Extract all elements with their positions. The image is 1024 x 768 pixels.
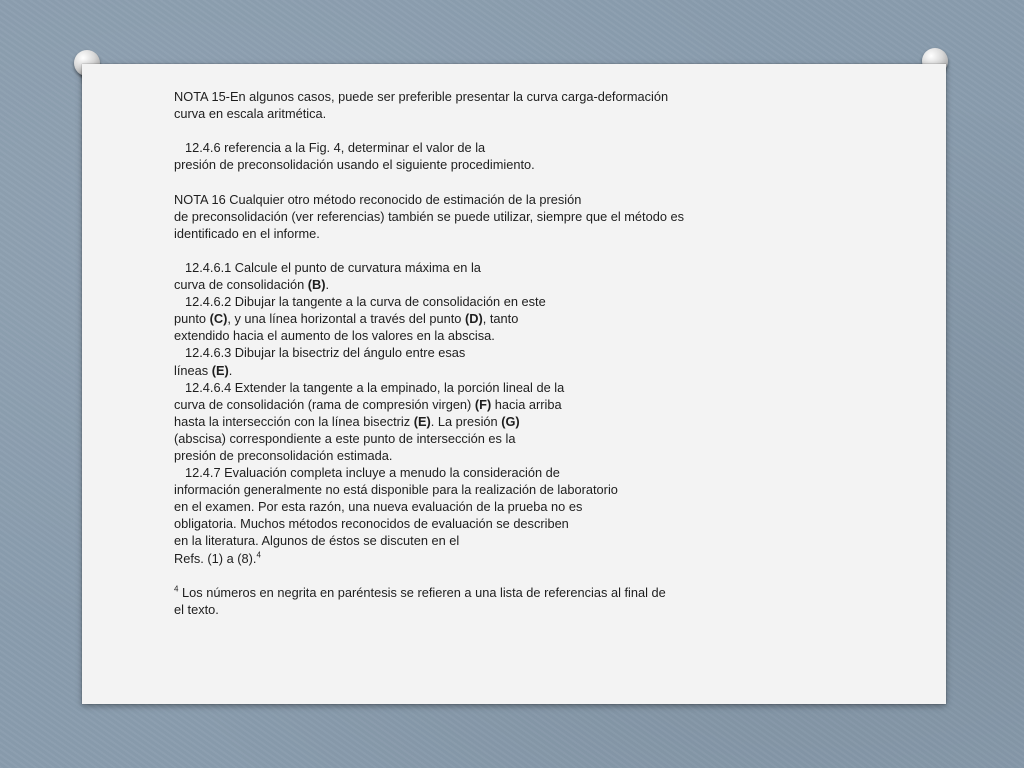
document-body	[174, 88, 734, 618]
text-run: , tanto	[482, 311, 519, 327]
figure-point-label: (D)	[464, 311, 483, 327]
paragraph-gap	[174, 122, 734, 139]
text-line	[174, 396, 734, 413]
text-run: curva de consolidación	[174, 277, 308, 293]
text-line: presión de preconsolidación estimada.	[174, 447, 393, 463]
text-line: en el examen. Por esta razón, una nueva evaluación de la prueba no es	[174, 499, 583, 515]
figure-point-label: (C)	[209, 311, 228, 327]
figure-point-label: (F)	[474, 396, 492, 412]
text-line: NOTA 15-En algunos casos, puede ser preferible presentar la curva carga-deformación	[174, 89, 669, 104]
section-12-4-6	[174, 139, 734, 173]
text-line	[174, 276, 734, 293]
footnote	[174, 584, 734, 618]
footnote-marker: 4	[174, 584, 179, 594]
text-line: obligatoria. Muchos métodos reconocidos de evaluación se describen	[174, 516, 569, 532]
text-run: hacia arriba	[491, 396, 562, 412]
text-run: Refs. (1) a (8).	[174, 550, 257, 566]
figure-point-label: (E)	[413, 413, 431, 429]
text-run: .	[325, 277, 330, 293]
text-line: 12.4.6 referencia a la Fig. 4, determinar el valor de la	[185, 140, 486, 156]
text-line	[174, 310, 734, 327]
nota-15	[174, 88, 734, 122]
section-12-4-6-3	[174, 344, 734, 378]
text-line: información generalmente no está disponible para la realización de laboratorio	[174, 482, 618, 498]
text-line: 12.4.6.3 Dibujar la bisectriz del ángulo entre esas	[185, 345, 466, 361]
paragraph-gap	[174, 242, 734, 259]
text-line: identificado en el informe.	[174, 225, 320, 241]
text-line: 12.4.6.4 Extender la tangente a la empinado, la porción lineal de la	[185, 379, 565, 395]
text-line	[174, 362, 734, 379]
text-line	[174, 550, 734, 567]
text-line: en la literatura. Algunos de éstos se discuten en el	[174, 533, 460, 549]
text-run: .	[228, 362, 233, 378]
text-line: NOTA 16 Cualquier otro método reconocido de estimación de la presión	[174, 191, 582, 207]
text-line	[174, 584, 734, 601]
paragraph-gap	[174, 173, 734, 190]
text-line: de preconsolidación (ver referencias) también se puede utilizar, siempre que el método es	[174, 208, 685, 224]
figure-point-label: (E)	[211, 362, 229, 378]
text-run: hasta la intersección con la línea bisectriz	[174, 413, 414, 429]
section-12-4-6-1	[174, 259, 734, 293]
text-run: Los números en negrita en paréntesis se refieren a una lista de referencias al final de	[178, 584, 666, 600]
paragraph-gap	[174, 567, 734, 584]
nota-16	[174, 191, 734, 242]
text-line: 12.4.7 Evaluación completa incluye a menudo la consideración de	[185, 465, 560, 481]
text-line: 12.4.6.1 Calcule el punto de curvatura máxima en la	[185, 259, 481, 275]
text-line: (abscisa) correspondiente a este punto de intersección es la	[174, 430, 516, 446]
text-line: curva en escala aritmética.	[174, 106, 327, 122]
text-line: extendido hacia el aumento de los valores en la abscisa.	[174, 328, 495, 344]
section-12-4-7	[174, 464, 734, 567]
figure-point-label: (B)	[307, 277, 326, 293]
text-line	[174, 413, 734, 430]
section-12-4-6-2	[174, 293, 734, 344]
figure-point-label: (G)	[501, 413, 520, 429]
text-run: líneas	[174, 362, 212, 378]
text-run: , y una línea horizontal a través del punto	[227, 311, 465, 327]
text-run: punto	[174, 311, 210, 327]
footnote-reference: 4	[256, 550, 261, 560]
section-12-4-6-4	[174, 379, 734, 464]
text-line: el texto.	[174, 601, 219, 617]
text-run: curva de consolidación (rama de compresión virgen)	[174, 396, 475, 412]
text-run: . La presión	[430, 413, 502, 429]
text-line: presión de preconsolidación usando el siguiente procedimiento.	[174, 157, 535, 173]
text-line: 12.4.6.2 Dibujar la tangente a la curva de consolidación en este	[185, 294, 546, 310]
